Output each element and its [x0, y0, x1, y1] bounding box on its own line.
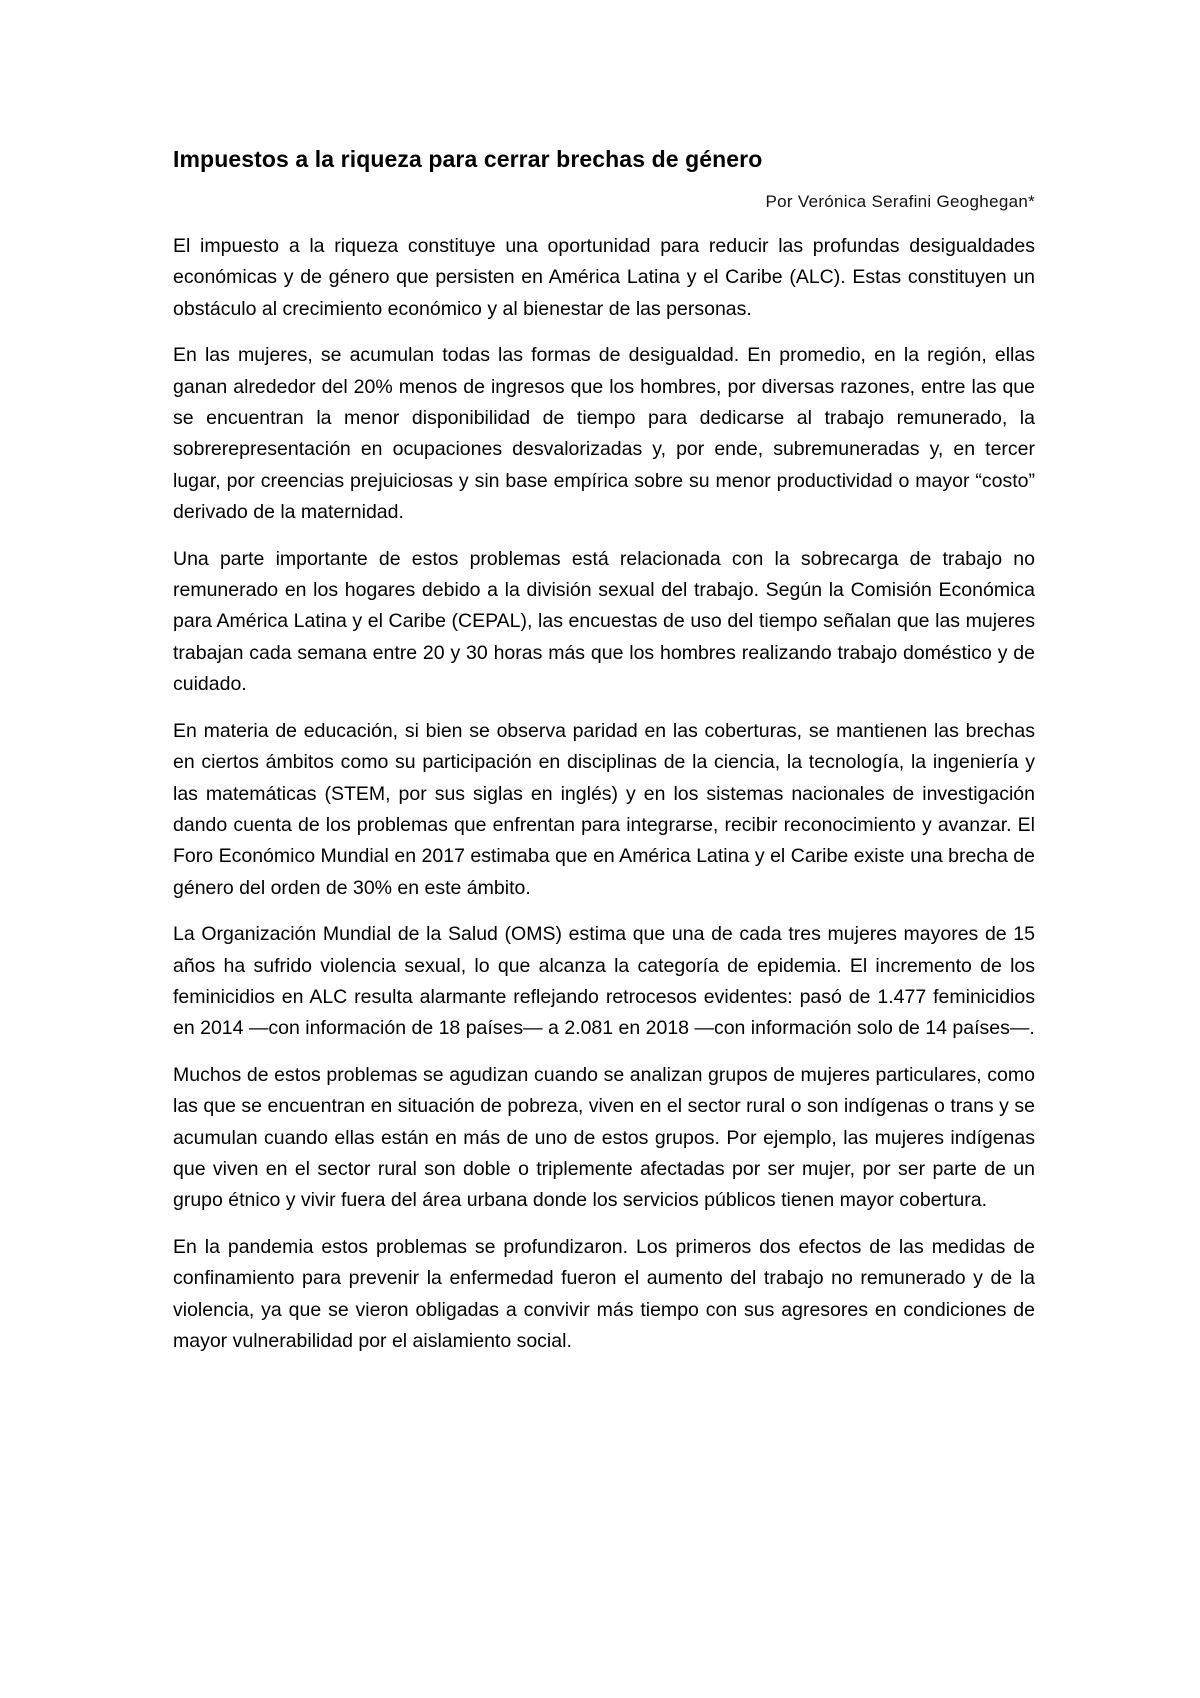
paragraph-5: La Organización Mundial de la Salud (OMS) estima que una de cada tres mujeres mayores de 15 años ha sufrido violencia sexual, lo que alcanza la categoría de epidemia. El incremento de los feminicidios en ALC resulta alarmante reflejando retrocesos evidentes: pasó de 1.477 feminicidios en 2014 —con información de 18 países— a 2.081 en 2018 —con información solo de 14 países—.: [173, 923, 1035, 1040]
article-byline: Por Verónica Serafini Geoghegan*: [765, 192, 1035, 211]
paragraph-3: Una parte importante de estos problemas está relacionada con la sobrecarga de trabajo no remunerado en los hogares debido a la división sexual del trabajo. Según la Comisión Económica para América Latina y el Caribe (CEPAL), las encuestas de uso del tiempo señalan que las mujeres trabajan cada semana entre 20 y 30 horas más que los hombres realizando trabajo doméstico y de cuidado.: [173, 547, 1035, 696]
article-body: [173, 144, 1035, 1372]
paragraph-7: En la pandemia estos problemas se profundizaron. Los primeros dos efectos de las medidas de confinamiento para prevenir la enfermedad fueron el aumento del trabajo no remunerado y de la violencia, ya que se vieron obligadas a convivir más tiempo con sus agresores en condiciones de mayor vulnerabilidad por el aislamiento social.: [173, 1235, 1035, 1352]
paragraph-1: El impuesto a la riqueza constituye una oportunidad para reducir las profundas desigualdades económicas y de género que persisten en América Latina y el Caribe (ALC). Estas constituyen un obstáculo al crecimiento económico y al bienestar de las personas.: [173, 235, 1035, 320]
paragraph-4: En materia de educación, si bien se observa paridad en las coberturas, se mantienen las brechas en ciertos ámbitos como su participación en disciplinas de la ciencia, la tecnología, la ingeniería y las matemáticas (STEM, por sus siglas en inglés) y en los sistemas nacionales de investigación dando cuenta de los problemas que enfrentan para integrarse, recibir reconocimiento y avanzar. El Foro Económico Mundial en 2017 estimaba que en América Latina y el Caribe existe una brecha de género del orden de 30% en este ámbito.: [173, 719, 1035, 899]
paragraph-2: En las mujeres, se acumulan todas las formas de desigualdad. En promedio, en la región, ellas ganan alrededor del 20% menos de ingresos que los hombres, por diversas razones, entre las que se encuentran la menor disponibilidad de tiempo para dedicarse al trabajo remunerado, la sobrerepresentación en ocupaciones desvalorizadas y, por ende, subremuneradas y, en tercer lugar, por creencias prejuiciosas y sin base empírica sobre su menor productividad o mayor “costo” derivado de la maternidad.: [173, 344, 1035, 524]
article-title: Impuestos a la riqueza para cerrar brechas de género: [173, 146, 763, 172]
paragraph-6: Muchos de estos problemas se agudizan cuando se analizan grupos de mujeres particulares, como las que se encuentran en situación de pobreza, viven en el sector rural o son indígenas o trans y se acumulan cuando ellas están en más de uno de estos grupos. Por ejemplo, las mujeres indígenas que viven en el sector rural son doble o triplemente afectadas por ser mujer, por ser parte de un grupo étnico y vivir fuera del área urbana donde los servicios públicos tienen mayor cobertura.: [173, 1063, 1035, 1212]
